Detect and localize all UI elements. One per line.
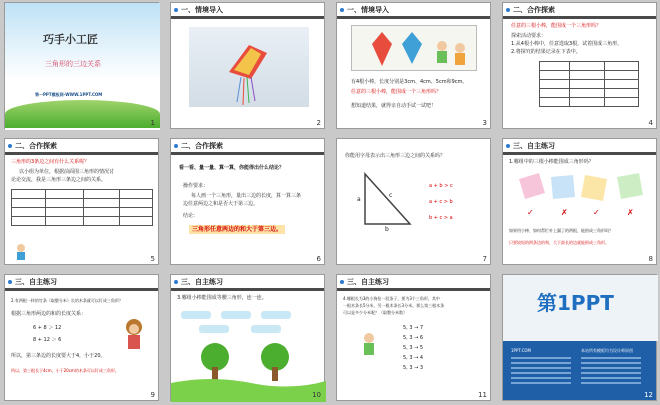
- slide-7-line-1: 你能用字母表示出三角形三边之间的关系吗？: [345, 153, 446, 159]
- slide-7-inequality-1: a + b > c: [429, 183, 453, 189]
- svg-text:✗: ✗: [627, 208, 634, 217]
- slide-1-title: 巧手小工匠: [43, 33, 98, 46]
- slide-9-line-2: 根据三角形两边的和的长度关系：: [11, 311, 87, 317]
- link-list-left: [511, 357, 571, 387]
- slide-2-title: 一、情境导入: [181, 6, 223, 14]
- slide-3-line-3: 想知道结果，就得亲自动手试一试吧！: [351, 103, 437, 109]
- slide-11-row-4: 5, 3 → 4: [403, 355, 424, 361]
- slide-thumbnail-3[interactable]: [336, 2, 491, 129]
- svg-text:a: a: [357, 196, 361, 203]
- svg-text:✓: ✓: [593, 208, 600, 217]
- link-list-right: [581, 357, 641, 387]
- slide-thumbnail-9[interactable]: [4, 274, 159, 401]
- slide-number: 2: [316, 119, 321, 127]
- slide-number: 6: [316, 255, 321, 263]
- slide-number: 7: [482, 255, 487, 263]
- slide-thumbnail-7[interactable]: [336, 138, 491, 265]
- slide-header: [171, 3, 324, 19]
- slide-4-title: 二、合作探索: [513, 6, 555, 14]
- slide-7-inequality-3: b + c > a: [429, 215, 453, 221]
- slide-11-row-1: 5, 3 → 7: [403, 325, 424, 331]
- slide-1-subtitle: 三角形的三边关系: [45, 60, 101, 68]
- slide-6-line-2: 操作要求：: [183, 183, 209, 189]
- slide-10-line-1: 3.哪组小棒能围成等腰三角形，连一连。: [177, 295, 267, 301]
- slide-4-line-3: 1.从4根小棒中，任意选取3根，试着围成三角形。: [511, 41, 623, 47]
- star-cards-illustration: [509, 169, 653, 221]
- slide-3-title: 一、情境导入: [347, 6, 389, 14]
- slide-12-footer-right: 本站所有模板均为设计师原创: [581, 348, 633, 353]
- slide-header: [5, 275, 158, 291]
- svg-text:c: c: [389, 192, 393, 199]
- slide-11-title: 三、自主练习: [347, 278, 389, 286]
- slide-11-row-3: 5, 3 → 5: [403, 345, 424, 351]
- slide-12-footer-left: 1PPT.COM: [511, 348, 532, 353]
- slide-4-line-2: 探索活动要求：: [511, 33, 547, 39]
- slide-thumbnail-5[interactable]: [4, 138, 159, 265]
- slide-thumbnail-11[interactable]: [336, 274, 491, 401]
- child-icon: [13, 243, 29, 261]
- slide-4-line-1: 任意的三根小棒，能围成一个三角形吗？: [511, 23, 602, 29]
- slide-number: 11: [478, 391, 487, 399]
- svg-text:✓: ✓: [527, 208, 534, 217]
- slide-6-line-4: 边任意两边之和是否大于第三边。: [183, 201, 259, 207]
- slide-header: [171, 275, 324, 291]
- slide-number: 4: [648, 119, 653, 127]
- slide-header: [337, 275, 490, 291]
- right-triangle-diagram: [355, 169, 415, 233]
- slide-8-line-2: 如果用小棒，如何帮忙补上漏了的两根，能围成三角形吗？: [509, 228, 613, 233]
- kite-photo: [189, 27, 309, 107]
- slide-number: 9: [150, 391, 155, 399]
- slide-number: 1: [150, 119, 155, 127]
- slide-6-line-3: 每人画一个三角形，量出三边的长度，算一算三条: [191, 193, 302, 199]
- trees-and-birds-illustration: [171, 303, 326, 402]
- slide-number: 3: [482, 119, 487, 127]
- slide-5-line-3: 论论交流，我是三角形三条边之间的关系。: [11, 177, 107, 183]
- kite-icon: [189, 27, 309, 107]
- slide-11-line-3: 可以是多少分米呢？（取整分米数）: [343, 310, 407, 315]
- slide-7-inequality-2: a + c > b: [429, 199, 453, 205]
- slide-header: [171, 139, 324, 155]
- slide-1-footer: 第一PPT模板网-WWW.1PPT.COM: [35, 92, 103, 97]
- slide-9-line-4: 8 + 12 ＞ 6: [33, 337, 62, 343]
- slide-5-line-1: 三角形的3条边之间有什么关系呢？: [11, 159, 90, 165]
- svg-text:b: b: [385, 226, 389, 233]
- slide-thumbnail-12[interactable]: [502, 274, 657, 401]
- slide-3-line-2: 任意的三根小棒，能围成一个三角形吗？: [351, 89, 442, 95]
- slide-5-line-2: 以小组为单位，根据前面围三角形的情况讨: [19, 169, 115, 175]
- slide-9-line-6: 所以，第三根长于4cm，小于20cm的木条可以钉成三角形。: [11, 368, 119, 373]
- slide-11-line-1: 4.哪根长为3的小狗捡一段条子，要为3个三角形，其中: [343, 296, 440, 301]
- slide-number: 5: [150, 255, 155, 263]
- child-icon: [359, 331, 379, 357]
- slide-11-row-2: 5, 3 → 6: [403, 335, 424, 341]
- slide-number: 10: [312, 391, 321, 399]
- slide-9-line-3: 6 + 8 ＞ 12: [33, 325, 62, 331]
- slide-8-line-3: 只要较短的两条边的和，大于最长的边就能围成三角形。: [509, 240, 609, 245]
- 1ppt-logo: 第1PPT: [537, 291, 614, 315]
- svg-text:✗: ✗: [561, 208, 568, 217]
- slide-thumbnail-1[interactable]: [4, 2, 159, 129]
- slide-6-conclusion: 三角形任意两边的和大于第三边。: [189, 225, 285, 234]
- monkey-icon: [117, 315, 151, 355]
- slide-9-line-5: 所以，第三条边的长度要大于4，小于20。: [11, 353, 106, 359]
- slide-11-row-5: 5, 3 → 3: [403, 365, 424, 371]
- kite-makers-illustration: [351, 25, 477, 71]
- slide-9-title: 三、自主练习: [15, 278, 57, 286]
- slide-10-title: 三、自主练习: [181, 278, 223, 286]
- slide-11-line-2: 一根木条长5分米，另一根木条长3分米。那么第三根木条: [343, 303, 445, 308]
- slide-9-line-1: 2.有两根一样的竹条（取整分米）长的木条就可以钉成三角形？: [11, 298, 123, 303]
- slide-4-line-4: 2.将探究的结果记录在下表中。: [511, 49, 581, 55]
- slide-number: 8: [648, 255, 653, 263]
- slide-number: 12: [644, 391, 653, 399]
- slide-thumbnail-8[interactable]: [502, 138, 657, 265]
- slide-8-line-1: 1.哪组中的三根小棒能围成三角形吗？: [509, 159, 594, 165]
- slide-header: [337, 3, 490, 19]
- slide-thumbnail-6[interactable]: [170, 138, 325, 265]
- record-table: [539, 61, 639, 107]
- record-table: [11, 189, 153, 226]
- slide-8-title: 三、自主练习: [513, 142, 555, 150]
- slide-thumbnail-10[interactable]: [170, 274, 325, 401]
- slide-6-title: 二、合作探索: [181, 142, 223, 150]
- slide-thumbnail-4[interactable]: [502, 2, 657, 129]
- slide-6-line-5: 结论：: [183, 213, 199, 219]
- slide-grid: [4, 2, 656, 402]
- slide-header: [503, 139, 656, 155]
- slide-thumbnail-2[interactable]: [170, 2, 325, 129]
- slide-3-line-1: 有4根小棒，长度分别是3cm、4cm、5cm和9cm。: [351, 79, 468, 85]
- slide-header: [5, 139, 158, 155]
- slide-5-title: 二、合作探索: [15, 142, 57, 150]
- slide-6-line-1: 看一看、量一量、算一算，你能得出什么结论？: [179, 165, 285, 171]
- slide-header: [503, 3, 656, 19]
